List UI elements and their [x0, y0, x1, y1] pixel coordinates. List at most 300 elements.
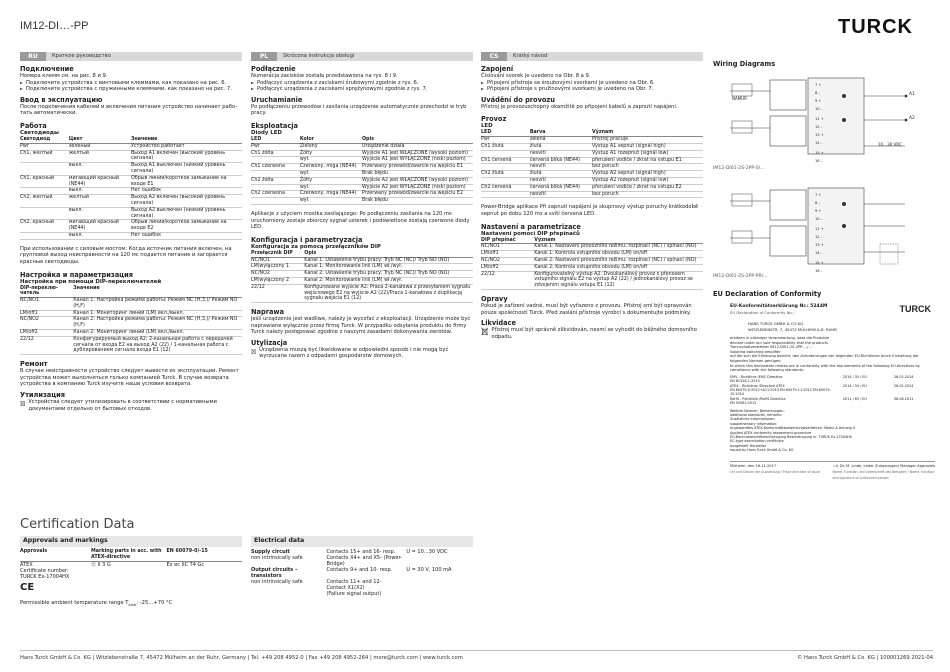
disposal-text: Устройства следует утилизировать в соответствии с нормативными документами отдельно от бытовых отходов. [28, 399, 217, 412]
table-cell: Ch2, желтый [20, 195, 69, 208]
table-cell: зеленый [69, 143, 131, 150]
ru-column [20, 52, 242, 412]
operation-heading: Eksploatacja [251, 121, 298, 130]
table-cell: LM/off2 [20, 330, 73, 337]
disposal-heading: Likvidace [481, 319, 516, 328]
cs-repair [481, 295, 703, 316]
table-cell: Ch1, желтый [20, 150, 69, 163]
table-cell [251, 591, 326, 597]
decl-more-line: issued by Hans Turck GmbH & Co. KG [730, 448, 794, 453]
table-cell: Kanał 2: Monitorowanie linii (LM) wł./wył. [304, 277, 473, 284]
table-cell: wył. [300, 170, 362, 177]
approvals-heading: Approvals and markings [20, 536, 242, 547]
decl-standards [730, 375, 935, 406]
repair-text: Jeśli urządzenie jest wadliwe, należy je wycofać z eksploatacji. Urządzenie może być naprawiane wyłącznie przez firmę Turck. W przypadku odsyłania produktu do firmy Turck należy postępować zgodnie z naszymi zasadami dokonywania zwrotów. [251, 316, 471, 336]
decl-standard-cell: EN 50581:2012 [730, 401, 757, 406]
table-cell: Výstup A1 rozepnut (signál low) [592, 150, 703, 157]
table-row [251, 555, 473, 567]
table-row [20, 188, 242, 195]
decl-sign-right: i.V. Dr. M. Linde, Leiter Zulassungen/ Manager Approvals [833, 463, 935, 468]
repair-text: В случае неисправности устройство следует вывести из эксплуатации. Ремонт устройства может выполняться только компанией Turck. В случае возврата устройства в компанию Turck изучите наши условия возврата. [20, 368, 239, 388]
table-row [481, 137, 703, 144]
decl-more-line: EG-Baumusterprüfbescheinigung Bescheinigung nr. TURCK Ex-17004HX [730, 435, 852, 440]
cs-connection [481, 65, 703, 93]
eu-declaration-section [713, 290, 933, 298]
table-cell [251, 184, 300, 191]
table-cell: Přístroj pracuje [592, 137, 703, 144]
decl-more-line: Applied ATEX conformity assessment procedure [730, 430, 812, 435]
pl-content [251, 65, 473, 360]
pl-led-table [251, 137, 473, 205]
table-header: Význam [592, 130, 703, 136]
terminal-label: 9 + [815, 99, 822, 103]
table-cell: wył. [300, 198, 362, 205]
terminal-label: 8 – [815, 91, 821, 95]
table-cell: Обрыв линии/короткое замыкание на входе E2 [131, 220, 242, 233]
pl-startup [251, 96, 473, 117]
temp-value: : -25…+70 °C [136, 600, 173, 606]
table-row [251, 284, 473, 302]
pl-column [251, 52, 473, 360]
ru-configuration [20, 271, 242, 356]
table-cell: Supply circuit [251, 549, 290, 555]
terminal-label: 11 + [815, 227, 824, 231]
diagram-1-caption: IM12-DI01-2S-2PP-0/… [713, 166, 765, 171]
temp-text: Permissible ambient temperature range T [20, 600, 129, 606]
table-cell: zelená [530, 137, 592, 144]
table-cell: Ch1 žlutá [481, 143, 530, 150]
table-cell: Czerwony, miga (NE44) [300, 191, 362, 198]
decl-standard-row [730, 401, 935, 405]
ambient-temp [20, 600, 172, 609]
decl-more-line: additional standards, remarks: [730, 413, 782, 417]
footer-address: Hans Turck GmbH & Co. KG | Witzlebenstraße 7, 45472 Mülheim an der Ruhr, Germany | Tel. +49 208 4952-0 | Fax +49 208 4952-264 | more@turck.com | www.turck.com [20, 655, 463, 661]
repair-heading: Ремонт [20, 360, 48, 369]
table-cell: nesvítí [530, 150, 592, 157]
decl-standard-cell [843, 401, 894, 405]
pl-disposal [251, 339, 473, 360]
cs-column [481, 52, 703, 340]
terminal-label: 16 – [815, 269, 823, 273]
terminal-label: 7 + [815, 193, 822, 197]
table-cell: U = 10…30 VDC [406, 549, 448, 555]
table-cell: NC/NO2 [20, 317, 73, 330]
table-cell: Канал 2: Мониторинг линий (LM) вкл./выкл. [73, 330, 242, 337]
wheelie-bin-crossed-icon [251, 347, 256, 356]
table-header: Opis [304, 251, 473, 257]
cs-language-bar [481, 52, 703, 61]
decl-lines [730, 336, 935, 373]
table-row [20, 195, 242, 208]
table-row [251, 591, 473, 597]
wiring-diagram-2 [730, 186, 920, 272]
table-cell: 22/12 [481, 271, 534, 289]
table-row [20, 163, 242, 176]
decl-place-label: Ort und Datum der Ausstellung / Place and date of issue [730, 469, 820, 474]
table-cell: LM/wyłączony 1 [251, 264, 304, 271]
bullet-item: ► Připojení přístroje se šroubovými svorkami je uvedeno na Obr. 6. [481, 80, 703, 87]
table-row [481, 171, 703, 178]
namur-label-1: NAMUR [732, 96, 747, 101]
decl-more-line: supplementary information: [730, 421, 778, 426]
electrical-section [251, 536, 473, 597]
wheelie-bin-crossed-icon [20, 399, 25, 408]
table-header: LED [251, 137, 300, 143]
table-cell: Kanál 2: Kontrola vstupního obvodu (LM) on/off [534, 264, 703, 271]
table-row [251, 271, 473, 278]
table-row [20, 298, 242, 311]
terminal-label: 12 – [815, 125, 823, 129]
cs-startup [481, 96, 703, 111]
table-cell: Wyjście A2 jest WŁĄCZONE (wysoki poziom) [362, 177, 473, 184]
section-text: После подключения кабелей и включения питания устройство начинает рабо- [20, 103, 237, 110]
table-cell: выкл. [69, 207, 131, 220]
table-row [481, 177, 703, 184]
table-header: Opis [362, 137, 473, 143]
table-cell: выкл. [69, 163, 131, 176]
table-row [251, 198, 473, 205]
temp-sub: amb [128, 603, 137, 608]
decl-standard-cell: EMV - Richtlinie /EMC Directive [730, 374, 783, 379]
cs-operation [481, 115, 703, 217]
ru-disposal [20, 391, 242, 412]
cs-led-table [481, 130, 703, 198]
table-cell: Ch2 czerwona [251, 191, 300, 198]
table-cell: Contacts 9+ and 10- resp. [326, 567, 393, 573]
bullet-item: ► Podłączyć urządzenia z zaciskami sprężynowymi zgodnie z rys. 7. [251, 86, 473, 93]
led-heading: Светодиоды [20, 129, 59, 136]
repair-heading: Naprawa [251, 308, 284, 317]
table-cell: ATEX [20, 561, 33, 568]
table-cell: Ch1, красный [20, 175, 69, 188]
connection-heading: Podłączenie [251, 65, 296, 73]
table-cell: Выход A1 включен (высокий уровень сигнала) [131, 150, 242, 163]
table-cell: Kanał 1: Ustawienie trybu pracy: Tryb NC (NC)/ Tryb NO (NO) [304, 257, 473, 264]
table-cell: Konfigurovatelný výstup A2: Dvoukanálový provoz s přenosem vstupního signálu E2 na výstup A2 (22) / jednokanálový provoz se zdvojením signálu vstupu E1 (12) [534, 271, 703, 289]
turck-logo: TURCK [838, 16, 913, 38]
config-heading: Konfiguracja i parametryzacja [251, 235, 363, 244]
decl-standard-cell: 2014 / 30 / EU [842, 374, 867, 379]
table-cell [481, 164, 530, 171]
pl-language-bar [251, 52, 473, 61]
table-row [20, 574, 242, 580]
table-cell: Ⓔ II 3 G [91, 561, 111, 568]
table-cell: přerušení vodiče / zkrat na vstupu E2 [592, 184, 703, 191]
table-cell: Kanał 2: Ustawienie trybu pracy: Tryb NC (NC)/ Tryb NO (NO) [304, 271, 473, 278]
table-cell: Нет ошибок [131, 232, 242, 239]
decl-address: WITZLEBENSTR. 7, 45472 MÜLHEIM A.D. RUHR [748, 327, 837, 332]
startup-heading: Uvádění do provozu [481, 95, 555, 104]
table-row [251, 177, 473, 184]
table-cell: Kanał 1: Monitorowanie linii (LM) wł./wył. [304, 264, 473, 271]
table-row [20, 143, 242, 150]
decl-standard-cell: EN 60079-0:2012+A11:2013 EN 60079-11:2012 EN 60079-15:2010 [730, 387, 831, 397]
certification-title: Certification Data [20, 517, 135, 532]
table-row [20, 232, 242, 239]
table-cell: Pwr [20, 143, 69, 150]
decl-logo: TURCK [899, 304, 931, 314]
pl-operation [251, 122, 473, 231]
pl-configuration [251, 236, 473, 303]
electrical-heading: Electrical data [251, 536, 473, 547]
decl-more-line: Weitere Normen, Bemerkungen: [730, 408, 785, 413]
table-row [251, 264, 473, 271]
table-cell: Výstup A2 sepnut (signál high) [592, 171, 703, 178]
decl-line: Trennschaltverstärker IM12-DI01-2S-2PP-…/… [730, 345, 812, 350]
decl-company: HANS TURCK GMBH & CO KG [748, 321, 804, 326]
pl-language-tag: PL [251, 52, 277, 61]
config-subheading: Konfiguracja za pomocą przełączników DIP [251, 243, 381, 250]
ru-section [20, 96, 242, 117]
repair-heading: Opravy [481, 294, 508, 303]
approvals-header: Marking parts in acc. with ATEX-directive [91, 549, 166, 561]
pl-dip-table [251, 251, 473, 303]
table-row [251, 164, 473, 171]
table-cell: wył. [300, 184, 362, 191]
cs-language-tag: CS [481, 52, 507, 61]
table-cell: Wyjście A2 jest WYŁĄCZONE (niski poziom) [362, 184, 473, 191]
config-subheading: Nastavení pomocí DIP přepínačů [481, 230, 580, 237]
bullet-item: ► Podłączyć urządzenia z zaciskami śrubowymi zgodnie z rys. 6. [251, 80, 473, 87]
table-cell: žlutá [530, 171, 592, 178]
table-cell: Kanál 1: Kontrola vstupního obvodu (LM) on/off [534, 251, 703, 258]
table-cell: Выход A2 выключен (низкий уровень сигнала) [131, 207, 242, 220]
table-row [251, 150, 473, 157]
disposal-row [481, 327, 703, 340]
table-row [251, 184, 473, 191]
table-row [481, 184, 703, 191]
table-cell: Выход A1 выключен (низкий уровень сигнала) [131, 163, 242, 176]
decl-subtitle: EU Declaration of Conformity No.: [730, 310, 795, 315]
power-bridge-text: При использовании с силовым мостом: Когда источник питания включен, на групповой выход неисправности на 120 мс подается питание и загорается красные светодиоды. [20, 245, 232, 265]
table-row [481, 191, 703, 198]
table-cell: Brak błędu [362, 170, 473, 177]
pl-language-title: Skrócona instrukcja obsługi [283, 53, 355, 59]
table-row [251, 143, 473, 150]
operation-heading: Работа [20, 121, 47, 130]
table-cell: nesvítí [530, 164, 592, 171]
table-cell: Przerwany przewód/zwarcie na wejściu E2 [362, 191, 473, 198]
table-cell [251, 198, 300, 205]
table-cell [406, 591, 473, 597]
table-cell: Устройство работает [131, 143, 242, 150]
terminal-label: 8 – [815, 201, 821, 205]
table-cell: nesvítí [530, 177, 592, 184]
table-cell: желтый [69, 150, 131, 163]
table-cell: NC/NO1 [251, 257, 304, 264]
table-row [251, 157, 473, 164]
footer-rule [20, 650, 933, 651]
table-header: LED [481, 130, 530, 136]
table-cell: Výstup A2 rozepnut (signál low) [592, 177, 703, 184]
disposal-heading: Utylizacja [251, 338, 288, 347]
table-cell: Wyjście A1 jest WYŁĄCZONE (niski poziom) [362, 157, 473, 164]
table-cell: Ch2, красный [20, 220, 69, 233]
table-row [481, 157, 703, 164]
decl-standard-cell [894, 388, 935, 397]
table-cell: Urządzenie działa [362, 143, 473, 150]
table-cell: červená bliká (NE44) [530, 184, 592, 191]
decl-standard-cell: 2014 / 34 / EU [842, 383, 867, 388]
table-cell: NC/NO2 [251, 271, 304, 278]
decl-standard-cell: 26.02.2014 [894, 374, 914, 379]
table-header: Przełącznik DIP [251, 251, 304, 257]
bullet-item: ► Подключите устройства с пружинными клеммами, как показано на рис. 7. [20, 86, 242, 93]
config-heading: Настройка и параметризация [20, 270, 133, 279]
decl-standard-cell [894, 401, 935, 405]
table-cell: LM/wyłączony 2 [251, 277, 304, 284]
table-cell: LM/off1 [481, 251, 534, 258]
decl-standard-cell: 08.06.2011 [894, 396, 914, 401]
table-cell: Канал 1: Мониторинг линий (LM) вкл./выкл. [73, 310, 242, 317]
table-cell: non intrinsically safe [251, 555, 303, 561]
section-heading: Ввод в эксплуатацию [20, 95, 103, 104]
table-cell: NC/NO1 [20, 298, 73, 311]
ru-language-bar [20, 52, 242, 61]
table-cell: bez poruch [592, 191, 703, 198]
table-cell: přerušení vodiče / zkrat na vstupu E1 [592, 157, 703, 164]
table-cell: červená bliká (NE44) [530, 157, 592, 164]
table-cell: мигающий красный (NE44) [69, 175, 131, 188]
output-a2-label: A2 [909, 116, 915, 121]
power-bridge-text: Aplikacje z użyciem mostka zasilającego: Po podłączeniu zasilania na 120 ms uruchomiony zostaje zbiorczy sygnał usterek i podświetlone zostają czerwone diody LED. [251, 210, 470, 231]
table-header-row [20, 286, 242, 298]
table-cell: LM/off1 [20, 310, 73, 317]
table-header: Значение [73, 286, 242, 298]
table-cell [20, 207, 69, 220]
table-cell: Zielony [300, 143, 362, 150]
table-row [20, 150, 242, 163]
table-row [20, 317, 242, 330]
table-cell: 22/12 [20, 336, 73, 354]
table-cell: U = 30 V, 100 mA [406, 567, 452, 573]
decl-signature-label: Name, Funktion und Unterschrift des Befugten / Name, function and signature of authorized person [832, 469, 935, 480]
cs-dip-table [481, 238, 703, 290]
table-cell: NC/NO2 [481, 257, 534, 264]
decl-standard-cell: 2011 / 65 / EU [842, 396, 867, 401]
cs-configuration [481, 223, 703, 290]
decl-more-line: Angewandtes ATEX-Konformitätsbewertungsverfahren: Modul A Anhang II [730, 426, 855, 431]
terminal-label: 15 + [815, 151, 824, 155]
table-row [481, 143, 703, 150]
section-text: Номера клемм см. на рис. 8 и 9. [20, 73, 108, 79]
table-row [481, 150, 703, 157]
table-cell: Brak błędu [362, 198, 473, 205]
terminal-label: 12 – [815, 235, 823, 239]
decl-line: auf die sich die Erklärung bezieht, den Anforderungen der folgenden EU-Richtlinien durch Einhaltung der folgenden Normen genügen: [730, 354, 919, 363]
table-cell: выкл. [69, 232, 131, 239]
table-cell [20, 232, 69, 239]
ru-language-title: Краткое руководство [52, 53, 111, 59]
eu-declaration-heading: EU Declaration of Conformity [713, 290, 822, 298]
config-subheading: Настройка при помощи DIP-переключателей [20, 278, 162, 285]
decl-standard-cell: RoHS - Richtlinie /RoHS Directive [730, 396, 786, 401]
table-cell: žlutá [530, 143, 592, 150]
table-cell: 22/12 [251, 284, 304, 302]
table-cell [20, 163, 69, 176]
ru-content [20, 65, 242, 412]
eu-declaration-document [730, 304, 935, 514]
decl-line: erklären in alleiniger Verantwortung, dass die Produkte [730, 336, 830, 340]
table-cell: Wyjście A1 jest WŁĄCZONE (wysoki poziom) [362, 150, 473, 157]
footer-copyright: © Hans Turck GmbH & Co. KG | 100001269 2021-04 [797, 655, 933, 661]
ru-led-table [20, 137, 242, 240]
disposal-row [20, 399, 242, 412]
table-row [20, 336, 242, 354]
table-cell: LM/off2 [481, 264, 534, 271]
table-cell [481, 177, 530, 184]
table-row [481, 251, 703, 258]
decl-line: Isolating switching amplifier [730, 349, 781, 354]
startup-text: Po podłączeniu przewodów i zasilania urządzenie automatycznie przechodzi w tryb pracy. [251, 103, 467, 117]
table-cell: Ch1 červená [481, 157, 530, 164]
output-a1-label: A1 [909, 92, 915, 97]
led-heading: LED [481, 123, 493, 130]
table-header: Значение [131, 137, 242, 143]
decl-line: declare under our sole responsibility that the products [730, 340, 828, 345]
table-cell: Обрыв линии/короткое замыкание на входе E1 [131, 175, 242, 188]
table-row [251, 277, 473, 284]
table-row [251, 170, 473, 177]
table-row [481, 244, 703, 251]
table-cell: Contact X1(X2) [326, 585, 365, 591]
bullet-item: ► Připojení přístroje s pružinovými svorkami je uvedeno na Obr. 7. [481, 86, 703, 93]
table-cell: Czerwony, miga (NE44) [300, 164, 362, 171]
decl-more-line: EC-type examination certificate [730, 439, 784, 444]
table-cell: Przerwany przewód/zwarcie na wejściu E1 [362, 164, 473, 171]
table-cell: Pwr [251, 143, 300, 150]
table-header: Význam [534, 238, 703, 244]
table-cell: Ch2 žlutá [481, 171, 530, 178]
table-row [481, 164, 703, 171]
table-cell: Канал 2: Настройка режима работы: Режим NC (H,3,)/ Режим NO (H,F) [73, 317, 242, 330]
table-cell [251, 157, 300, 164]
table-cell [406, 555, 473, 567]
terminal-label: 13 + [815, 243, 824, 247]
table-cell: non intrinsically safe [251, 579, 303, 585]
terminal-label: 15 + [815, 261, 824, 265]
table-cell: Ch2 červená [481, 184, 530, 191]
ru-section [20, 65, 242, 93]
table-cell: Contacts X4+ and X5- (Power-Bridge) [326, 555, 403, 567]
table-cell: Żółty [300, 150, 362, 157]
diagram-2-caption: IM12-DI01-2S-2PP-PR/… [713, 274, 768, 279]
terminal-label: 7 + [815, 83, 822, 87]
cs-disposal [481, 319, 703, 340]
pl-connection [251, 65, 473, 93]
table-header: DIP-переклю-чатель [20, 286, 73, 298]
table-row [251, 191, 473, 198]
bullet-item: ► Подключите устройства с винтовыми клеммами, как показано на рис. 6. [20, 80, 242, 87]
table-cell: Нет ошибок [131, 188, 242, 195]
led-heading: Diody LED [251, 129, 282, 136]
vdc-label: 10…30 VDC [878, 142, 903, 147]
table-cell: Канал 1: Настройка режима работы: Режим NC (H,3,)/ Режим NO (H,F) [73, 298, 242, 311]
connection-text: Numeracja zacisków została przedstawiona na rys. 8 i 9. [251, 73, 398, 79]
table-row [20, 220, 242, 233]
connection-text: Číslování svorek je uvedeno na Obr. 8 a 9. [481, 73, 591, 79]
table-header: Barva [530, 130, 592, 136]
table-row [20, 310, 242, 317]
table-cell: Output circuits – transistors [251, 567, 298, 579]
approvals-section [20, 536, 242, 593]
repair-text: Pokud je zařízení vadné, musí být vyřazeno z provozu. Přístroj smí být opravován pouze společností Turck. Před zaslání přístroje výrobci s dokumentujte podmínky. [481, 302, 692, 316]
disposal-text: Přístroj musí být správně zlikvidován, nesmí se vyhodit do běžného domovního odpadu. [491, 327, 697, 340]
decl-standard-cell: 26.02.2014 [894, 383, 914, 388]
table-cell: wył. [300, 157, 362, 164]
pl-repair [251, 308, 473, 336]
decl-standard-cell: EN 61326-1:2013 [730, 379, 760, 384]
